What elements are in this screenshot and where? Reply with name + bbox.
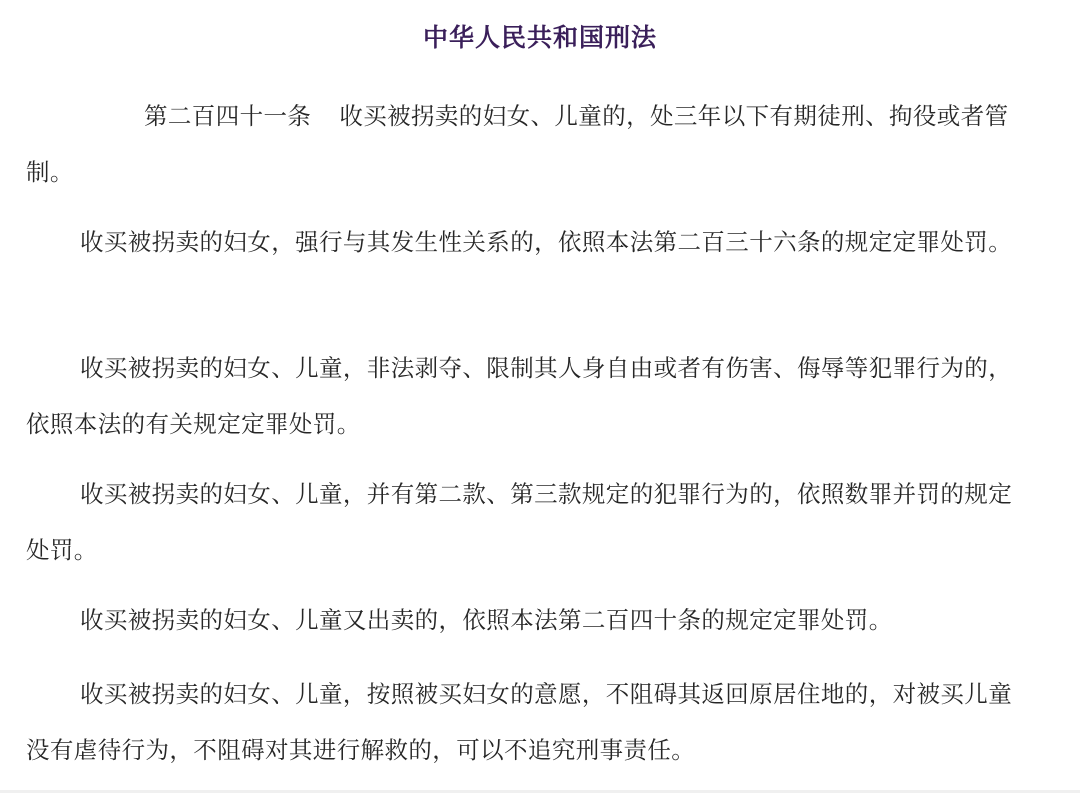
paragraph-6: 收买被拐卖的妇女、儿童，按照被买妇女的意愿，不阻碍其返回原居住地的，对被买儿童没有虐待行为，不阻碍对其进行解救的，可以不追究刑事责任。 <box>26 680 1013 764</box>
paragraph-2: 收买被拐卖的妇女，强行与其发生性关系的，依照本法第二百三十六条的规定定罪处罚。 <box>80 228 1013 256</box>
paragraph-5: 收买被拐卖的妇女、儿童又出卖的，依照本法第二百四十条的规定定罪处罚。 <box>80 606 893 634</box>
article-number: 第二百四十一条 <box>144 102 312 130</box>
paragraph-1-text: 收买被拐卖的妇女、儿童的，处三年以下有期徒刑、拘役或者管制。 <box>26 102 1009 186</box>
paragraph-1 <box>26 88 1026 200</box>
document-title: 中华人民共和国刑法 <box>422 23 657 52</box>
paragraph-4: 收买被拐卖的妇女、儿童，并有第二款、第三款规定的犯罪行为的，依照数罪并罚的规定处罚。 <box>26 480 1013 564</box>
paragraph-3: 收买被拐卖的妇女、儿童，非法剥夺、限制其人身自由或者有伤害、侮辱等犯罪行为的，依照本法的有关规定定罪处罚。 <box>26 354 1013 438</box>
